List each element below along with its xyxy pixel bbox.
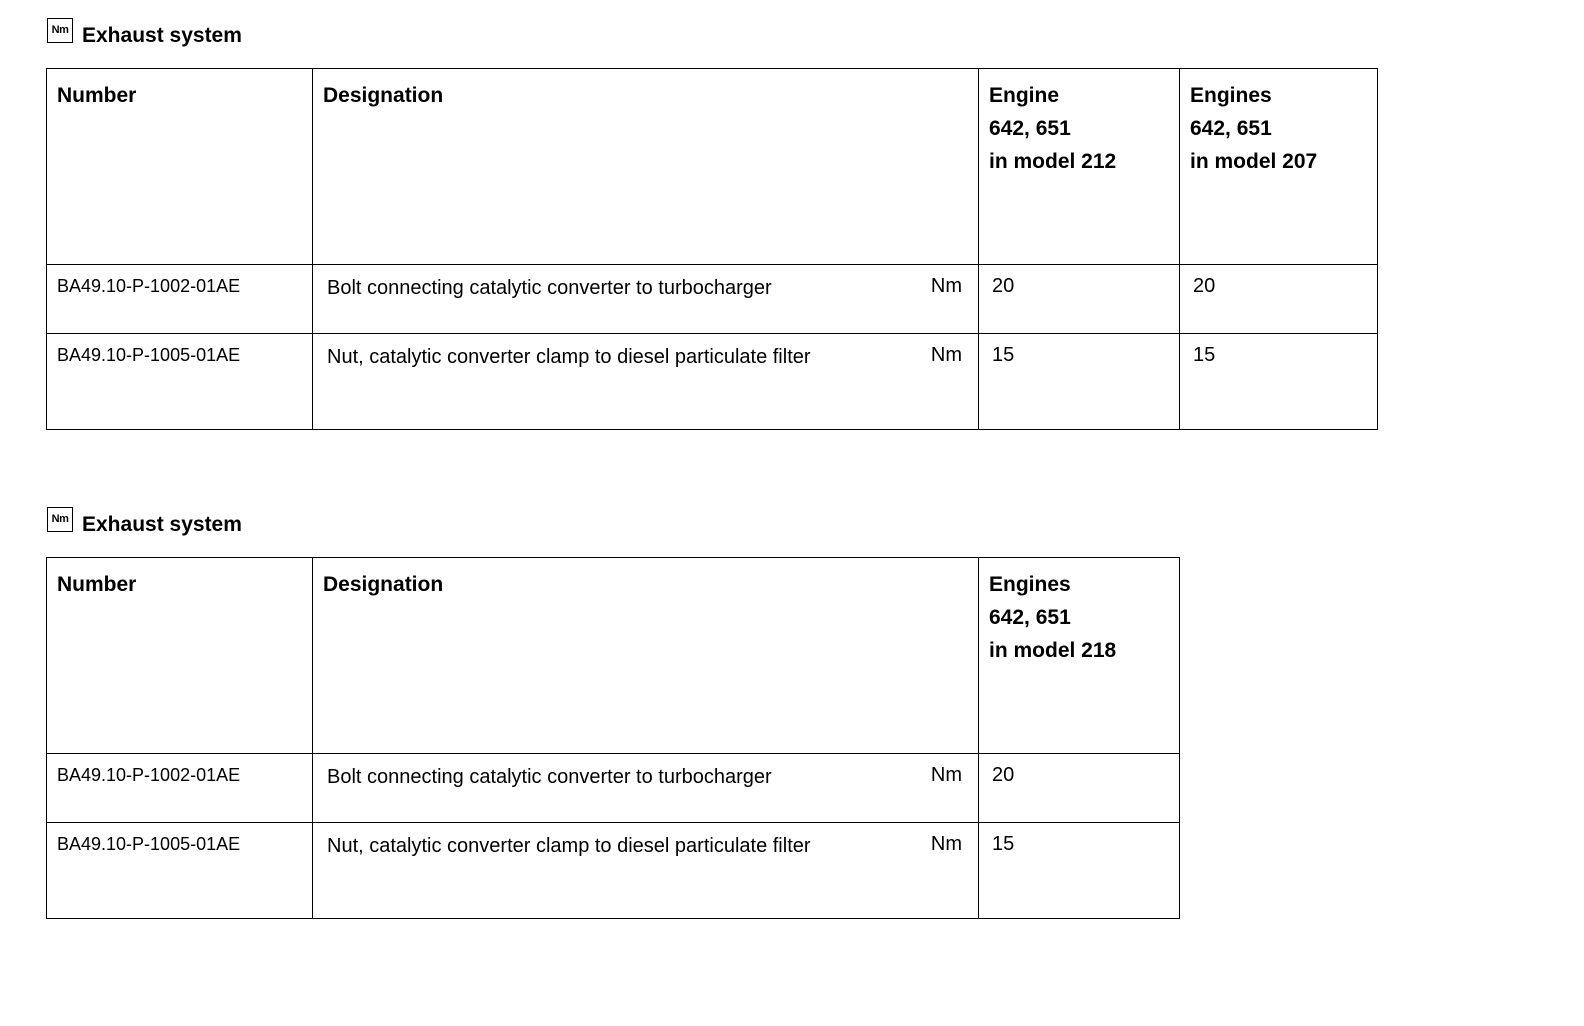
row-value: 15	[979, 823, 1180, 919]
row-number: BA49.10-P-1005-01AE	[47, 823, 313, 919]
header-engine-line2: 642, 651	[989, 606, 1071, 629]
torque-nm-icon: Nm	[47, 18, 73, 43]
section-heading	[46, 18, 1378, 68]
header-engine-line3: in model 207	[1190, 150, 1318, 173]
header-engine-207	[1180, 69, 1378, 265]
header-engine-line3: in model 212	[989, 150, 1117, 173]
header-engine-line3: in model 218	[989, 639, 1117, 662]
row-unit: Nm	[930, 344, 962, 366]
section-heading	[46, 507, 1180, 557]
row-unit: Nm	[930, 764, 962, 786]
row-unit: Nm	[930, 833, 962, 855]
header-engine-line1: Engines	[989, 573, 1071, 596]
torque-table	[46, 557, 1180, 919]
table-row	[47, 823, 1180, 919]
row-value: 20	[979, 754, 1180, 823]
header-engine-line2: 642, 651	[989, 117, 1071, 140]
header-engine-212	[979, 69, 1180, 265]
row-unit: Nm	[930, 275, 962, 297]
header-designation: Designation	[313, 69, 979, 265]
header-engine-line1: Engines	[1190, 84, 1272, 107]
row-value: 20	[1180, 265, 1378, 334]
header-designation: Designation	[313, 558, 979, 754]
torque-table	[46, 68, 1378, 430]
header-engine-218	[979, 558, 1180, 754]
header-engine-line2: 642, 651	[1190, 117, 1272, 140]
row-designation: Nut, catalytic converter clamp to diesel particulate filter Nm	[313, 334, 979, 430]
table-row	[47, 334, 1378, 430]
header-number: Number	[47, 69, 313, 265]
row-value: 15	[979, 334, 1180, 430]
table-row	[47, 754, 1180, 823]
row-designation: Bolt connecting catalytic converter to turbocharger Nm	[313, 265, 979, 334]
table-header-row	[47, 69, 1378, 265]
section-title: Exhaust system	[82, 24, 242, 47]
torque-section-2	[46, 507, 1180, 919]
torque-section-1	[46, 18, 1378, 430]
row-value: 20	[979, 265, 1180, 334]
header-number: Number	[47, 558, 313, 754]
section-title: Exhaust system	[82, 513, 242, 536]
row-number: BA49.10-P-1005-01AE	[47, 334, 313, 430]
row-designation: Bolt connecting catalytic converter to turbocharger Nm	[313, 754, 979, 823]
row-value: 15	[1180, 334, 1378, 430]
header-engine-line1: Engine	[989, 84, 1060, 107]
table-header-row	[47, 558, 1180, 754]
table-row	[47, 265, 1378, 334]
row-number: BA49.10-P-1002-01AE	[47, 265, 313, 334]
row-designation: Nut, catalytic converter clamp to diesel particulate filter Nm	[313, 823, 979, 919]
row-number: BA49.10-P-1002-01AE	[47, 754, 313, 823]
torque-nm-icon: Nm	[47, 507, 73, 532]
